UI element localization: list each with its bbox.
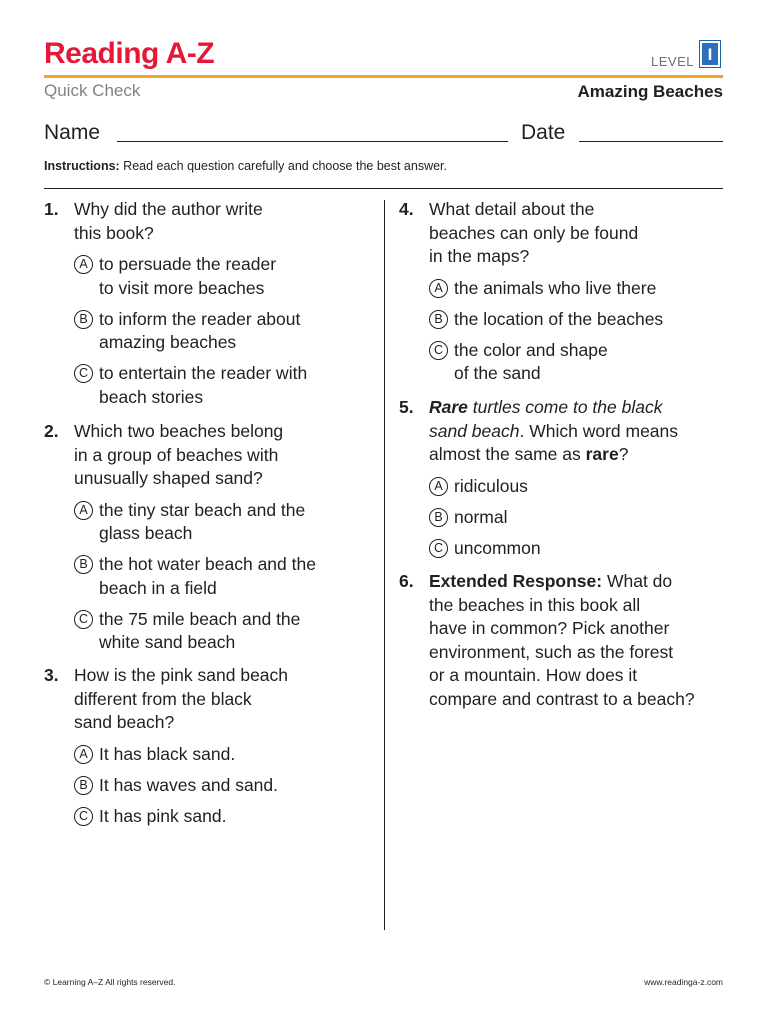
option-bubble-a[interactable]: A — [429, 279, 448, 298]
question-3 — [44, 664, 374, 836]
answer-option-a[interactable] — [74, 743, 374, 767]
answer-option-b[interactable] — [429, 506, 729, 530]
page-subtitle: Quick Check — [44, 81, 141, 100]
answer-option-b[interactable] — [74, 553, 374, 600]
answer-option-c[interactable] — [429, 537, 729, 561]
option-bubble-c[interactable]: C — [429, 539, 448, 558]
question-number: 3. — [44, 665, 59, 685]
answer-option-c[interactable] — [74, 805, 374, 829]
question-text: What detail about the beaches can only be found in the maps? — [429, 199, 639, 266]
option-bubble-b[interactable]: B — [74, 310, 93, 329]
header-rule — [44, 75, 723, 78]
instructions-rule — [44, 188, 723, 189]
vocab-word: Rare — [429, 397, 468, 417]
option-bubble-b[interactable]: B — [74, 555, 93, 574]
question-text: How is the pink sand beach different from the black sand beach? — [74, 665, 289, 732]
option-bubble-b[interactable]: B — [429, 508, 448, 527]
option-bubble-a[interactable]: A — [74, 255, 93, 274]
reading-az-logo: Reading A-Z — [44, 37, 215, 70]
option-text: It has waves and sand. — [99, 774, 278, 795]
answer-option-a[interactable] — [74, 499, 374, 546]
question-number: 1. — [44, 199, 59, 219]
date-field[interactable] — [579, 141, 723, 142]
question-number: 4. — [399, 199, 414, 219]
question-text: Which two beaches belong in a group of beaches with unusually shaped sand? — [74, 421, 284, 488]
level-badge — [699, 40, 721, 68]
level-label: LEVEL — [651, 54, 694, 69]
answer-options — [74, 499, 374, 655]
option-bubble-a[interactable]: A — [429, 477, 448, 496]
option-text: the animals who live there — [454, 277, 657, 298]
name-field[interactable] — [117, 141, 508, 142]
date-label: Date — [521, 121, 566, 144]
option-text: normal — [454, 506, 508, 527]
extended-response-label: Extended Response: — [429, 571, 603, 591]
answer-option-b[interactable] — [74, 774, 374, 798]
answer-options — [429, 277, 729, 386]
question-text: Extended Response: What do the beaches in this book all have in common? Pick another environment, such as the forest or a mountain. How does it compare and contrast to a beach? — [429, 571, 695, 709]
option-text: the hot water beach and the beach in a field — [99, 554, 316, 598]
question-number: 5. — [399, 397, 414, 417]
website-link[interactable]: www.readinga-z.com — [644, 977, 723, 987]
answer-option-b[interactable] — [429, 308, 729, 332]
option-text: ridiculous — [454, 475, 528, 496]
option-text: to inform the reader about amazing beaches — [99, 308, 301, 352]
option-text: to entertain the reader with beach stories — [99, 363, 308, 407]
option-bubble-a[interactable]: A — [74, 501, 93, 520]
name-label: Name — [44, 121, 101, 144]
question-2 — [44, 420, 374, 662]
answer-option-c[interactable] — [429, 339, 729, 386]
option-text: It has black sand. — [99, 743, 236, 764]
option-text: the color and shape of the sand — [454, 339, 608, 383]
option-text: It has pink sand. — [99, 805, 227, 826]
question-number: 6. — [399, 571, 414, 591]
book-title: Amazing Beaches — [577, 82, 723, 101]
answer-option-a[interactable] — [429, 277, 729, 301]
level-value: I — [702, 43, 718, 65]
option-bubble-c[interactable]: C — [74, 364, 93, 383]
instructions-text: Read each question carefully and choose the best answer. — [119, 159, 447, 173]
copyright: © Learning A–Z All rights reserved. — [44, 977, 176, 987]
answer-option-b[interactable] — [74, 308, 374, 355]
question-5 — [399, 396, 729, 568]
option-text: the 75 mile beach and the white sand beach — [99, 608, 301, 652]
question-number: 2. — [44, 421, 59, 441]
option-bubble-c[interactable]: C — [429, 341, 448, 360]
column-divider — [384, 200, 385, 930]
option-bubble-c[interactable]: C — [74, 610, 93, 629]
answer-options — [74, 253, 374, 409]
option-bubble-a[interactable]: A — [74, 745, 93, 764]
question-line: this book? — [74, 222, 154, 243]
answer-options — [74, 743, 374, 829]
answer-options — [429, 475, 729, 561]
instructions — [44, 159, 447, 173]
answer-option-c[interactable] — [74, 362, 374, 409]
answer-option-a[interactable] — [74, 253, 374, 300]
question-6 — [399, 570, 729, 711]
answer-option-c[interactable] — [74, 608, 374, 655]
question-4 — [399, 198, 729, 393]
instructions-label: Instructions: — [44, 159, 120, 173]
option-text: the location of the beaches — [454, 308, 664, 329]
option-text: to persuade the reader to visit more beaches — [99, 254, 277, 298]
option-bubble-c[interactable]: C — [74, 807, 93, 826]
option-bubble-b[interactable]: B — [429, 310, 448, 329]
option-text: uncommon — [454, 537, 541, 558]
option-bubble-b[interactable]: B — [74, 776, 93, 795]
question-1 — [44, 198, 374, 417]
question-text — [74, 198, 374, 245]
answer-option-a[interactable] — [429, 475, 729, 499]
question-text: Rare turtles come to the black sand beach. Which word means almost the same as rare? — [429, 397, 679, 464]
option-text: the tiny star beach and the glass beach — [99, 499, 306, 543]
question-line: Why did the author write — [74, 199, 263, 219]
